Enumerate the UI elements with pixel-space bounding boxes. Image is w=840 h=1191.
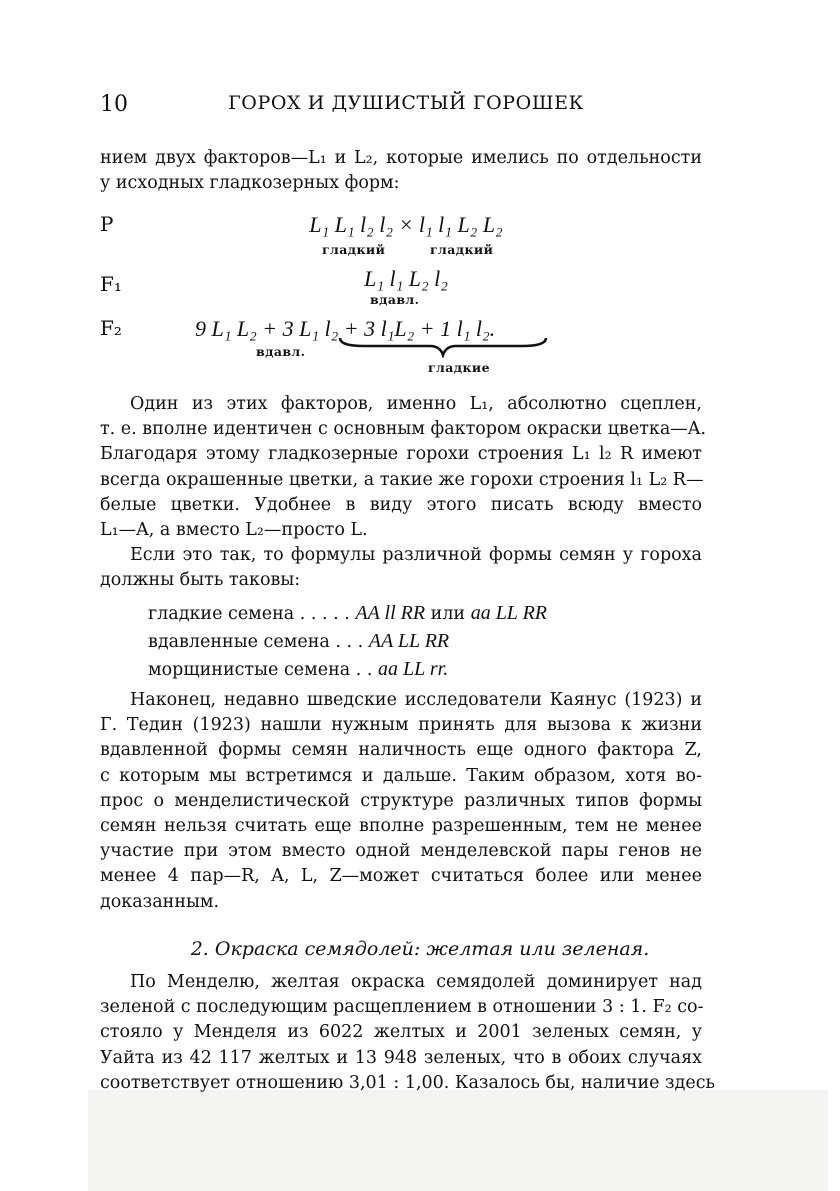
text-line: участие при этом вместо одной менделевской пары генов не (100, 841, 702, 862)
paragraph-swedish-research (100, 688, 702, 915)
seed-connector: или (430, 604, 466, 624)
text-line: По Менделю, желтая окраска семядолей доминирует над (130, 972, 702, 992)
text-line: белые цветки. Удобнее в виду этого писать всюду вместо (100, 494, 702, 515)
text-line: Г. Тедин (1923) нашли нужным принять для вызова к жизни (100, 715, 702, 736)
seed-formula: aa LL rr. (378, 658, 449, 680)
seed-type-label: вдавленные семена . . . (148, 632, 364, 652)
f1-note: вдавл. (370, 292, 420, 307)
page-shadow (88, 1090, 828, 1191)
text-line: всегда окрашенные цветки, а такие же горохи строения l₁ L₂ R— (100, 469, 704, 490)
generation-label-p: P (100, 212, 114, 236)
text-line: Уайта из 42 117 желтых и 13 948 зеленых, что в обоих случаях (100, 1047, 702, 1068)
curly-brace-icon (338, 336, 548, 358)
paragraph-formulas-intro (100, 543, 702, 593)
generation-label-f1: F₁ (100, 272, 122, 296)
text-line: зеленой с последующим расщеплением в отношении 3 : 1. F₂ со- (100, 997, 704, 1018)
text-line: соответствует отношению 3,01 : 1,00. Казалось бы, наличие здесь (100, 1072, 716, 1093)
text-line: вдавленной формы семян наличность еще одного фактора Z, (100, 740, 702, 761)
generation-label-f2: F₂ (100, 316, 122, 340)
paragraph-cotyledon-color (100, 970, 716, 1096)
parent-formula: L₁ L₁ l₂ l₂ × l₁ l₁ L₂ L₂ (309, 212, 503, 237)
cross-parent-row (100, 212, 712, 260)
page-header (100, 92, 712, 122)
seed-formula: AA ll RR (355, 602, 426, 624)
list-item (148, 628, 547, 656)
list-item (148, 656, 547, 684)
running-title: ГОРОХ И ДУШИСТЫЙ ГОРОШЕК (228, 92, 584, 114)
f2-formula: 9 L₁ L₂ + 3 L₁ l₂ + 3 l₁L₂ + 1 l₁ l₂. (195, 316, 496, 341)
text-line: доказанным. (100, 891, 220, 912)
f2-note-left: вдавл. (256, 344, 306, 359)
f1-formula: L₁ l₁ L₂ l₂ (364, 266, 448, 291)
parent-note-right: гладкий (430, 242, 494, 257)
text-line: Благодаря этому гладкозерные горохи строения L₁ l₂ R имеют (100, 444, 702, 465)
seed-formula-list (148, 600, 547, 684)
text-line: семян нельзя считать еще вполне разрешенным, тем не менее (100, 816, 702, 837)
text-line: Если это так, то формулы различной формы семян у гороха (130, 545, 702, 565)
section-title: 2. Окраска семядолей: желтая или зеленая. (190, 938, 650, 960)
text-line: с которым мы встретимся и дальше. Таким образом, хотя во- (100, 765, 702, 786)
cross-f2-row (100, 316, 712, 380)
cross-f1-row (100, 266, 712, 310)
page-number: 10 (100, 92, 128, 117)
text-line: прос о менделистической структуре различных типов формы (100, 790, 702, 811)
text-line: менее 4 пар—R, A, L, Z—может считаться более или менее (100, 866, 702, 887)
f2-note-brace: гладкие (428, 360, 490, 375)
text-line: L₁—A, а вместо L₂—просто L. (100, 520, 368, 541)
seed-formula: AA LL RR (368, 630, 450, 652)
text-line: должны быть таковы: (100, 570, 301, 591)
text-line: у исходных гладкозерных форм: (100, 173, 400, 194)
seed-formula-alt: aa LL RR (470, 602, 548, 624)
paragraph-linkage (100, 392, 707, 543)
seed-type-label: морщинистые семена . . (148, 660, 373, 680)
parent-note-left: гладкий (322, 242, 386, 257)
intro-paragraph (100, 146, 702, 196)
text-line: т. е. вполне идентичен с основным фактором окраски цветка—A. (100, 419, 707, 440)
text-line: нием двух факторов—L₁ и L₂, которые имелись по отдельности (100, 148, 702, 168)
text-line: Наконец, недавно шведские исследователи Каянус (1923) и (130, 690, 702, 710)
list-item (148, 600, 547, 628)
text-line: стояло у Менделя из 6022 желтых и 2001 зеленых семян, у (100, 1022, 702, 1043)
text-line: Один из этих факторов, именно L₁, абсолютно сцеплен, (130, 394, 702, 414)
seed-type-label: гладкие семена . . . . . (148, 604, 350, 624)
